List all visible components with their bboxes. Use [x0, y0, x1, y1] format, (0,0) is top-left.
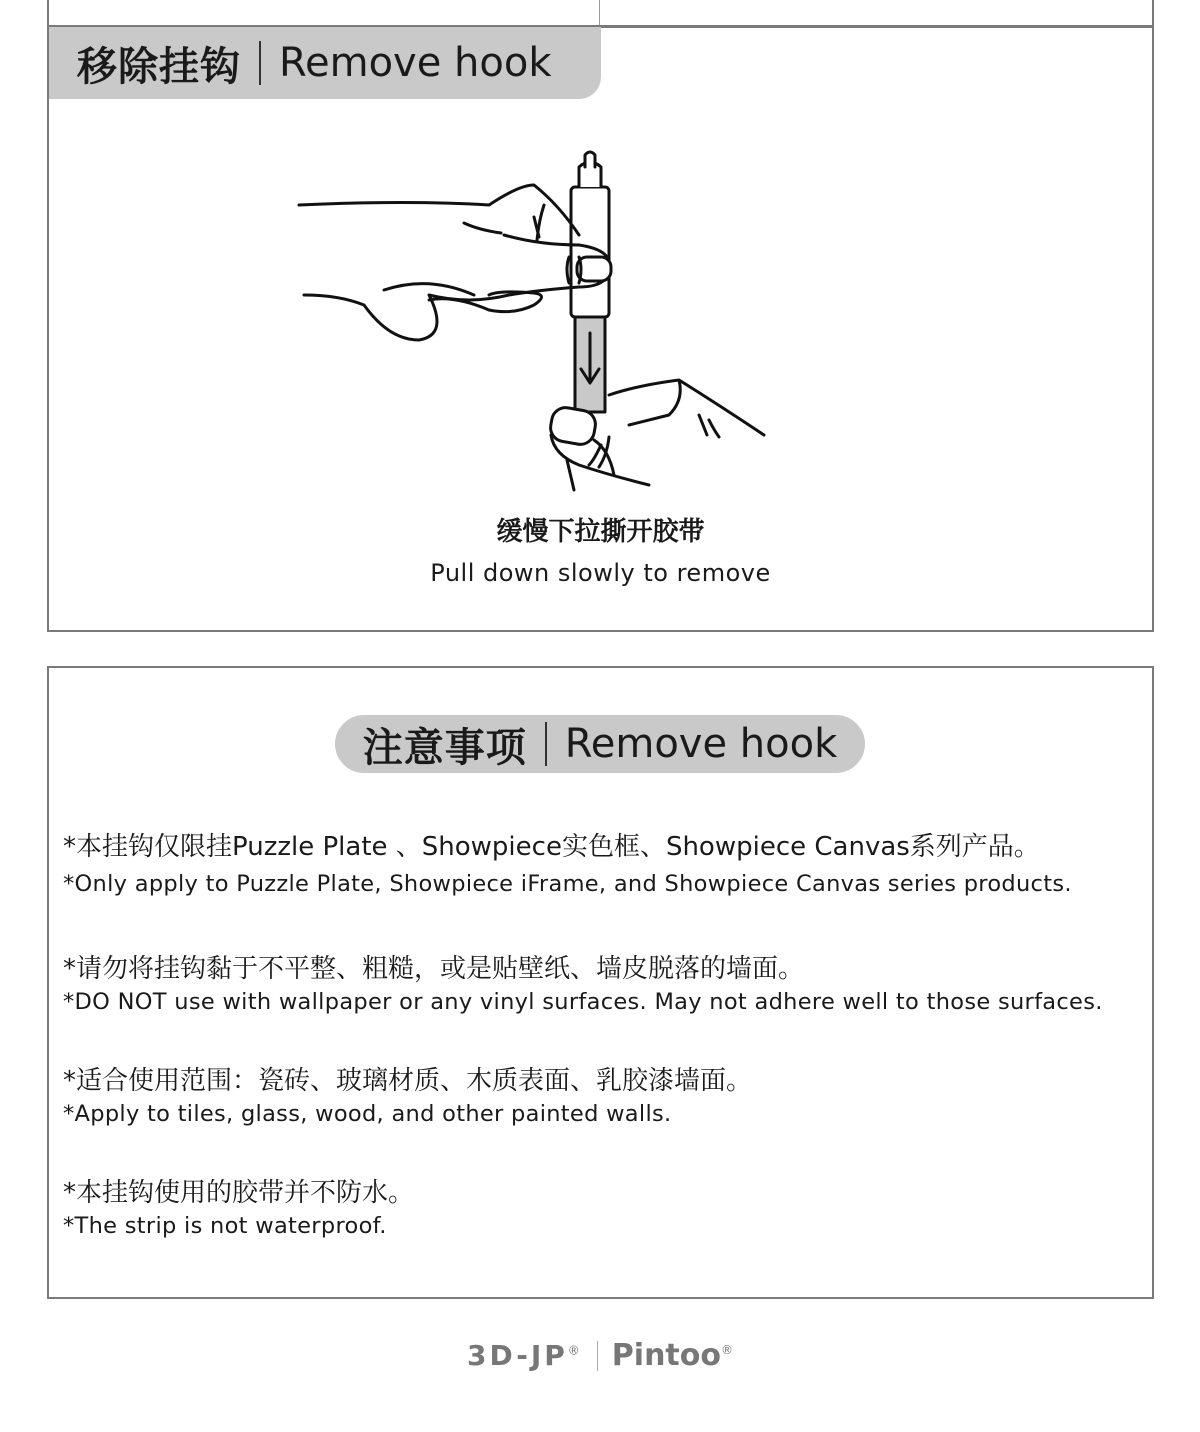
note-en: *DO NOT use with wallpaper or any vinyl surfaces. May not adhere well to those surfaces.	[63, 989, 1103, 1015]
note-en: *The strip is not waterproof.	[63, 1213, 387, 1239]
notes-header-pill	[335, 715, 865, 773]
note-cn: *适合使用范围：瓷砖、玻璃材质、木质表面、乳胶漆墙面。	[63, 1066, 753, 1096]
notes-title-en: Remove hook	[564, 721, 838, 767]
note-item	[63, 1172, 414, 1239]
brand-pintoo	[612, 1338, 733, 1373]
brand-pintoo-text: Pintoo	[611, 1338, 721, 1373]
note-cn: *本挂钩使用的胶带并不防水。	[63, 1178, 415, 1208]
brand-3djp-text: 3D-JP	[466, 1339, 568, 1372]
section-header-tab	[49, 27, 601, 99]
previous-section-box	[47, 0, 1154, 28]
notes-panel	[47, 666, 1154, 1299]
caption-en: Pull down slowly to remove	[430, 559, 771, 587]
brand-logo	[0, 1338, 1200, 1373]
section-title-cn: 移除挂钩	[77, 43, 241, 90]
logo-separator	[597, 1341, 598, 1371]
title-separator	[259, 41, 261, 85]
title-separator	[545, 722, 547, 766]
note-item	[63, 826, 1072, 897]
remove-hook-panel	[47, 25, 1154, 632]
registered-mark: ®	[567, 1343, 583, 1358]
note-item	[63, 1060, 752, 1127]
remove-hook-illustration	[289, 145, 829, 495]
section-title-en: Remove hook	[279, 40, 552, 86]
caption-cn: 缓慢下拉撕开胶带	[496, 517, 705, 547]
note-cn: *本挂钩仅限挂Puzzle Plate 、Showpiece实色框、Showpiece Canvas系列产品。	[63, 832, 1040, 862]
brand-3djp	[467, 1339, 583, 1372]
notes-title-cn: 注意事项	[362, 724, 527, 771]
note-en: *Apply to tiles, glass, wood, and other painted walls.	[63, 1101, 672, 1127]
note-cn: *请勿将挂钩黏于不平整、粗糙，或是贴壁纸、墙皮脱落的墙面。	[63, 954, 805, 984]
note-en: *Only apply to Puzzle Plate, Showpiece iFrame, and Showpiece Canvas series products.	[63, 871, 1072, 897]
registered-mark: ®	[721, 1343, 733, 1357]
note-item	[63, 948, 1103, 1015]
previous-section-divider	[599, 0, 600, 26]
